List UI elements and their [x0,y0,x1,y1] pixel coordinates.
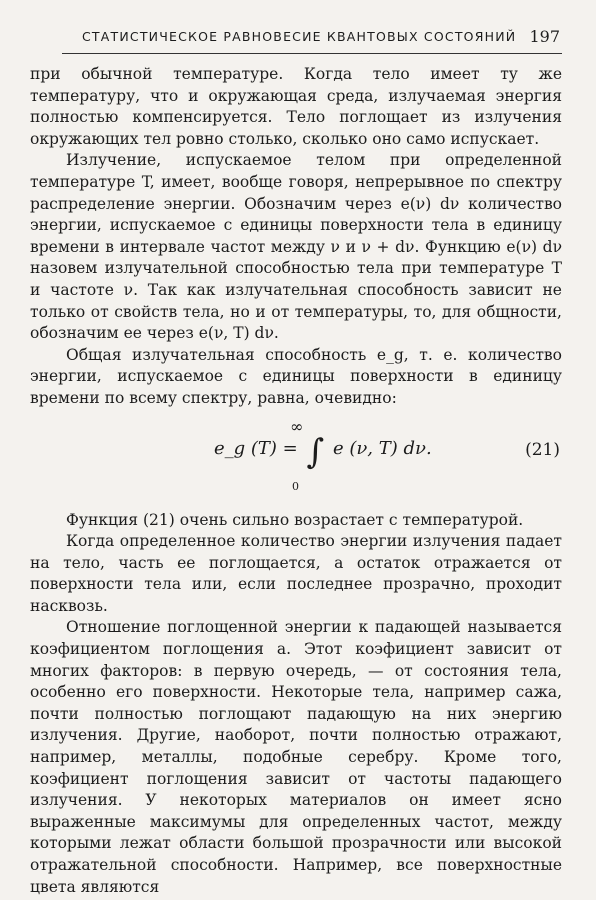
paragraph-2: Излучение, испускаемое телом при определенной температуре T, имеет, вообще говоря, непрерывное по спектру распределение энергии. Обозначим через e(ν) dν количество энергии, испускаемое с единицы поверхности тела в единицу времени в интервале частот между ν и ν + dν. Функцию e(ν) dν назовем излучательной способностью тела при температуре T и частоте ν. Так как излучательная способность зависит не только от свойств тела, но и от температуры, то, для общности, обозначим ее через e(ν, T) dν. [30,151,562,343]
running-header [62,27,562,49]
equation-number: (21) [525,439,560,460]
integral-upper-limit: ∞ [290,416,304,436]
equation-lhs: e_g (T) = [214,437,298,459]
equation-integrand: e (ν, T) dν. [332,437,432,459]
equation-21 [30,416,562,510]
paragraph-3: Общая излучательная способность e_g, т. е. количество энергии, испускаемое с единицы поверхности в единицу времени по всему спектру, равна, очевидно: [30,345,562,407]
page-body [30,64,562,898]
integral-sign: ∫ [306,431,325,472]
running-head-title: СТАТИСТИЧЕСКОЕ РАВНОВЕСИЕ КВАНТОВЫХ СОСТОЯНИЙ [82,29,517,44]
page-number: 197 [529,27,560,46]
equation-expression [214,431,432,472]
header-rule [62,53,562,54]
paragraph-4: Функция (21) очень сильно возрастает с температурой. [66,510,524,529]
paragraph-6: Отношение поглощенной энергии к падающей называется коэфициентом поглощения a. Этот коэфициент зависит от многих факторов: в первую очередь, — от состояния тела, особенно его поверхности. Некоторые тела, например сажа, почти полностью поглощают падающую на них энергию излучения. Другие, наоборот, почти полностью отражают, например, металлы, подобные серебру. Кроме того, коэфициент поглощения зависит от частоты падающего излучения. У некоторых материалов он имеет ясно выраженные максимумы для определенных частот, между которыми лежат области большой прозрачности или высокой отражательной способности. Например, все поверхностные цвета являются [30,618,562,896]
paragraph-1: при обычной температуре. Когда тело имеет ту же температуру, что и окружающая среда, излучаемая энергия полностью компенсируется. Тело поглощает из излучения окружающих тел ровно столько, сколько оно само испускает. [30,65,562,148]
paragraph-5: Когда определенное количество энергии излучения падает на тело, часть ее поглощается, а остаток отражается от поверхности тела или, если последнее прозрачно, проходит насквозь. [30,532,562,615]
integral-lower-limit: 0 [292,479,299,493]
